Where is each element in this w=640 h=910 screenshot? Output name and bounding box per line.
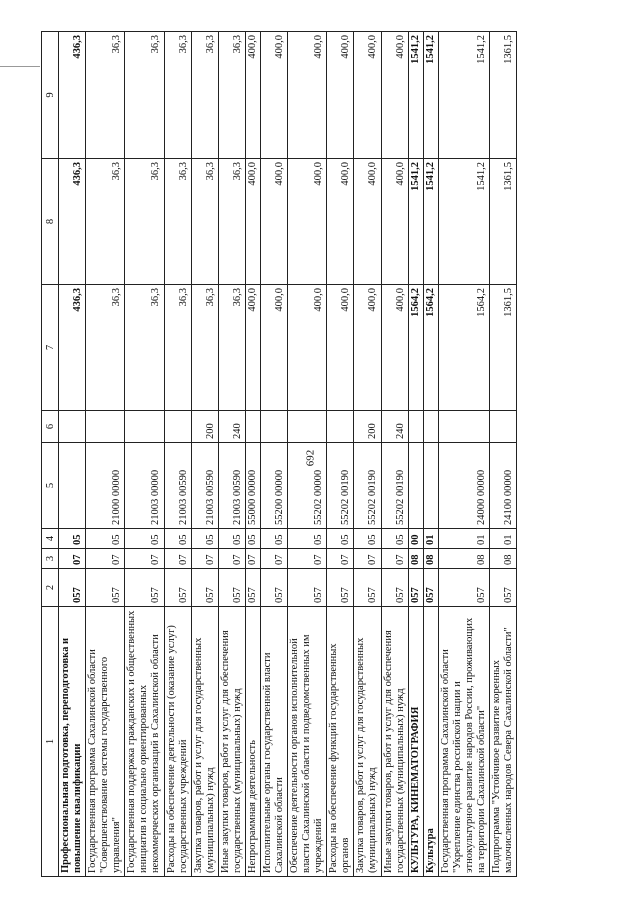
- row-section-code: 07: [260, 549, 287, 569]
- row-ministry-code: 057: [260, 569, 287, 607]
- row-name: Культура: [423, 607, 438, 877]
- row-section-code: 07: [354, 549, 381, 569]
- row-amount-col7: 400,0: [381, 285, 408, 411]
- row-ministry-code: 057: [354, 569, 381, 607]
- row-amount-col9: 1541,2: [423, 32, 438, 159]
- row-section-code: 07: [86, 549, 125, 569]
- row-amount-col8: 1541,2: [438, 159, 489, 285]
- row-section-code: 07: [288, 549, 327, 569]
- row-expense-type: [408, 411, 423, 443]
- row-amount-col7: 1564,2: [408, 285, 423, 411]
- row-name: Исполнительные органы государственной власти Сахалинской области: [260, 607, 287, 877]
- row-name: Подпрограмма "Устойчивое развитие коренных малочисленных народов Севера Сахалинской области": [490, 607, 517, 877]
- table-row: [490, 32, 517, 877]
- row-target-article: 55000 00000: [245, 443, 260, 529]
- row-amount-col7: 1564,2: [438, 285, 489, 411]
- row-amount-col9: 400,0: [354, 32, 381, 159]
- row-section-code: 07: [381, 549, 408, 569]
- row-amount-col8: 436,3: [59, 159, 86, 285]
- row-amount-col9: 400,0: [260, 32, 287, 159]
- header-col-8: 8: [42, 159, 59, 285]
- row-subsection-code: 05: [260, 529, 287, 549]
- table-row: [260, 32, 287, 877]
- row-name: Расходы на обеспечение деятельности (оказание услуг) государственных учреждений: [164, 607, 191, 877]
- row-subsection-code: 05: [245, 529, 260, 549]
- row-target-article: [423, 443, 438, 529]
- row-amount-col7: 36,3: [218, 285, 245, 411]
- row-section-code: 07: [327, 549, 354, 569]
- row-target-article: [408, 443, 423, 529]
- row-expense-type: [438, 411, 489, 443]
- table-row: [125, 32, 164, 877]
- row-name: КУЛЬТУРА, КИНЕМАТОГРАФИЯ: [408, 607, 423, 877]
- row-name: Государственная поддержка гражданских и общественных инициатив и социально ориентированных некоммерческих организаций в Сахалинской области: [125, 607, 164, 877]
- row-name: Государственная программа Сахалинской области "Укрепление единства российской нации и этнокультурное развитие народов России, проживающих на территории Сахалинской области": [438, 607, 489, 877]
- row-name: Закупка товаров, работ и услуг для государственных (муниципальных) нужд: [354, 607, 381, 877]
- row-target-article: 21003 00590: [191, 443, 218, 529]
- budget-table: [41, 31, 517, 877]
- row-expense-type: 200: [354, 411, 381, 443]
- row-section-code: 07: [125, 549, 164, 569]
- row-amount-col7: 400,0: [327, 285, 354, 411]
- row-amount-col9: 400,0: [327, 32, 354, 159]
- row-expense-type: [327, 411, 354, 443]
- row-amount-col8: 400,0: [354, 159, 381, 285]
- row-target-article: [59, 443, 86, 529]
- header-col-1: 1: [42, 607, 59, 877]
- table-row: [191, 32, 218, 877]
- row-amount-col7: 400,0: [288, 285, 327, 411]
- row-expense-type: [423, 411, 438, 443]
- table-row: [381, 32, 408, 877]
- row-amount-col8: 36,3: [191, 159, 218, 285]
- row-expense-type: [288, 411, 327, 443]
- row-ministry-code: 057: [191, 569, 218, 607]
- row-ministry-code: 057: [381, 569, 408, 607]
- header-col-5: 5: [42, 443, 59, 529]
- scan-margin-line: [0, 66, 40, 67]
- row-target-article: 55202 00000: [288, 443, 327, 529]
- page-number: 692: [304, 449, 317, 467]
- row-target-article: 55202 00190: [327, 443, 354, 529]
- row-expense-type: [245, 411, 260, 443]
- row-subsection-code: 05: [86, 529, 125, 549]
- row-expense-type: [86, 411, 125, 443]
- row-ministry-code: 057: [423, 569, 438, 607]
- row-amount-col9: 1541,2: [438, 32, 489, 159]
- row-section-code: 08: [423, 549, 438, 569]
- row-target-article: 21003 00590: [164, 443, 191, 529]
- row-amount-col7: 436,3: [59, 285, 86, 411]
- row-target-article: 24000 00000: [438, 443, 489, 529]
- row-amount-col9: 1361,5: [490, 32, 517, 159]
- row-expense-type: [59, 411, 86, 443]
- row-ministry-code: 057: [245, 569, 260, 607]
- row-subsection-code: 05: [288, 529, 327, 549]
- row-name: Непрограммная деятельность: [245, 607, 260, 877]
- row-section-code: 07: [59, 549, 86, 569]
- header-col-4: 4: [42, 529, 59, 549]
- row-expense-type: 240: [218, 411, 245, 443]
- row-expense-type: [490, 411, 517, 443]
- header-col-7: 7: [42, 285, 59, 411]
- row-expense-type: [260, 411, 287, 443]
- table-row: [354, 32, 381, 877]
- row-name: Профессиональная подготовка, переподготовка и повышение квалификации: [59, 607, 86, 877]
- rotated-table-container: [41, 32, 614, 877]
- row-subsection-code: 05: [125, 529, 164, 549]
- row-subsection-code: 05: [381, 529, 408, 549]
- row-target-article: 24100 00000: [490, 443, 517, 529]
- row-expense-type: [125, 411, 164, 443]
- row-subsection-code: 05: [164, 529, 191, 549]
- table-row: [288, 32, 327, 877]
- row-amount-col9: 400,0: [288, 32, 327, 159]
- row-name: Обеспечение деятельности органов исполнительной власти Сахалинской области и подведомственных им учреждений: [288, 607, 327, 877]
- row-name: Иные закупки товаров, работ и услуг для обеспечения государственных (муниципальных) нужд: [381, 607, 408, 877]
- table-row: [423, 32, 438, 877]
- header-col-9: 9: [42, 32, 59, 159]
- row-amount-col9: 36,3: [191, 32, 218, 159]
- row-section-code: 08: [408, 549, 423, 569]
- row-expense-type: 200: [191, 411, 218, 443]
- table-row: [438, 32, 489, 877]
- row-amount-col7: 36,3: [86, 285, 125, 411]
- row-amount-col8: 400,0: [288, 159, 327, 285]
- row-section-code: 08: [438, 549, 489, 569]
- row-ministry-code: 057: [327, 569, 354, 607]
- table-row: [408, 32, 423, 877]
- row-ministry-code: 057: [125, 569, 164, 607]
- row-target-article: 21003 00590: [218, 443, 245, 529]
- row-amount-col7: 400,0: [260, 285, 287, 411]
- row-amount-col9: 400,0: [245, 32, 260, 159]
- row-amount-col8: 400,0: [381, 159, 408, 285]
- row-amount-col9: 436,3: [59, 32, 86, 159]
- row-amount-col9: 36,3: [125, 32, 164, 159]
- row-subsection-code: 00: [408, 529, 423, 549]
- row-ministry-code: 057: [218, 569, 245, 607]
- table-row: [327, 32, 354, 877]
- row-amount-col8: 1541,2: [408, 159, 423, 285]
- row-amount-col8: 400,0: [245, 159, 260, 285]
- row-expense-type: 240: [381, 411, 408, 443]
- table-row: [164, 32, 191, 877]
- row-section-code: 08: [490, 549, 517, 569]
- header-row: [42, 32, 59, 877]
- row-amount-col8: 400,0: [260, 159, 287, 285]
- row-amount-col7: 36,3: [164, 285, 191, 411]
- header-col-6: 6: [42, 411, 59, 443]
- row-name: Расходы на обеспечение функций государственных органов: [327, 607, 354, 877]
- table-row: [245, 32, 260, 877]
- row-name: Иные закупки товаров, работ и услуг для обеспечения государственных (муниципальных) нужд: [218, 607, 245, 877]
- header-col-3: 3: [42, 549, 59, 569]
- row-target-article: 21000 00000: [86, 443, 125, 529]
- row-amount-col9: 1541,2: [408, 32, 423, 159]
- row-ministry-code: 057: [86, 569, 125, 607]
- row-amount-col9: 36,3: [164, 32, 191, 159]
- row-subsection-code: 05: [327, 529, 354, 549]
- row-expense-type: [164, 411, 191, 443]
- row-ministry-code: 057: [408, 569, 423, 607]
- row-amount-col8: 1361,5: [490, 159, 517, 285]
- row-amount-col7: 36,3: [125, 285, 164, 411]
- row-subsection-code: 01: [423, 529, 438, 549]
- row-amount-col9: 36,3: [86, 32, 125, 159]
- row-ministry-code: 057: [438, 569, 489, 607]
- row-amount-col8: 36,3: [164, 159, 191, 285]
- row-subsection-code: 05: [218, 529, 245, 549]
- row-ministry-code: 057: [164, 569, 191, 607]
- row-target-article: 55200 00000: [260, 443, 287, 529]
- row-amount-col9: 400,0: [381, 32, 408, 159]
- row-subsection-code: 05: [59, 529, 86, 549]
- table-row: [218, 32, 245, 877]
- row-name: Закупка товаров, работ и услуг для государственных (муниципальных) нужд: [191, 607, 218, 877]
- row-amount-col7: 400,0: [354, 285, 381, 411]
- table-body: [59, 32, 517, 877]
- row-section-code: 07: [245, 549, 260, 569]
- row-section-code: 07: [218, 549, 245, 569]
- row-ministry-code: 057: [288, 569, 327, 607]
- row-amount-col8: 1541,2: [423, 159, 438, 285]
- row-amount-col9: 36,3: [218, 32, 245, 159]
- row-amount-col8: 36,3: [86, 159, 125, 285]
- row-target-article: 21003 00000: [125, 443, 164, 529]
- row-name: Государственная программа Сахалинской области "Совершенствование системы государственного управления": [86, 607, 125, 877]
- row-amount-col7: 1361,5: [490, 285, 517, 411]
- row-subsection-code: 05: [191, 529, 218, 549]
- row-section-code: 07: [164, 549, 191, 569]
- row-subsection-code: 01: [438, 529, 489, 549]
- table-row: [59, 32, 86, 877]
- row-amount-col8: 36,3: [218, 159, 245, 285]
- row-target-article: 55202 00190: [354, 443, 381, 529]
- row-ministry-code: 057: [490, 569, 517, 607]
- row-amount-col7: 36,3: [191, 285, 218, 411]
- row-section-code: 07: [191, 549, 218, 569]
- row-subsection-code: 01: [490, 529, 517, 549]
- row-ministry-code: 057: [59, 569, 86, 607]
- row-amount-col8: 400,0: [327, 159, 354, 285]
- header-col-2: 2: [42, 569, 59, 607]
- row-amount-col8: 36,3: [125, 159, 164, 285]
- row-amount-col7: 400,0: [245, 285, 260, 411]
- row-amount-col7: 1564,2: [423, 285, 438, 411]
- row-target-article: 55202 00190: [381, 443, 408, 529]
- table-row: [86, 32, 125, 877]
- row-subsection-code: 05: [354, 529, 381, 549]
